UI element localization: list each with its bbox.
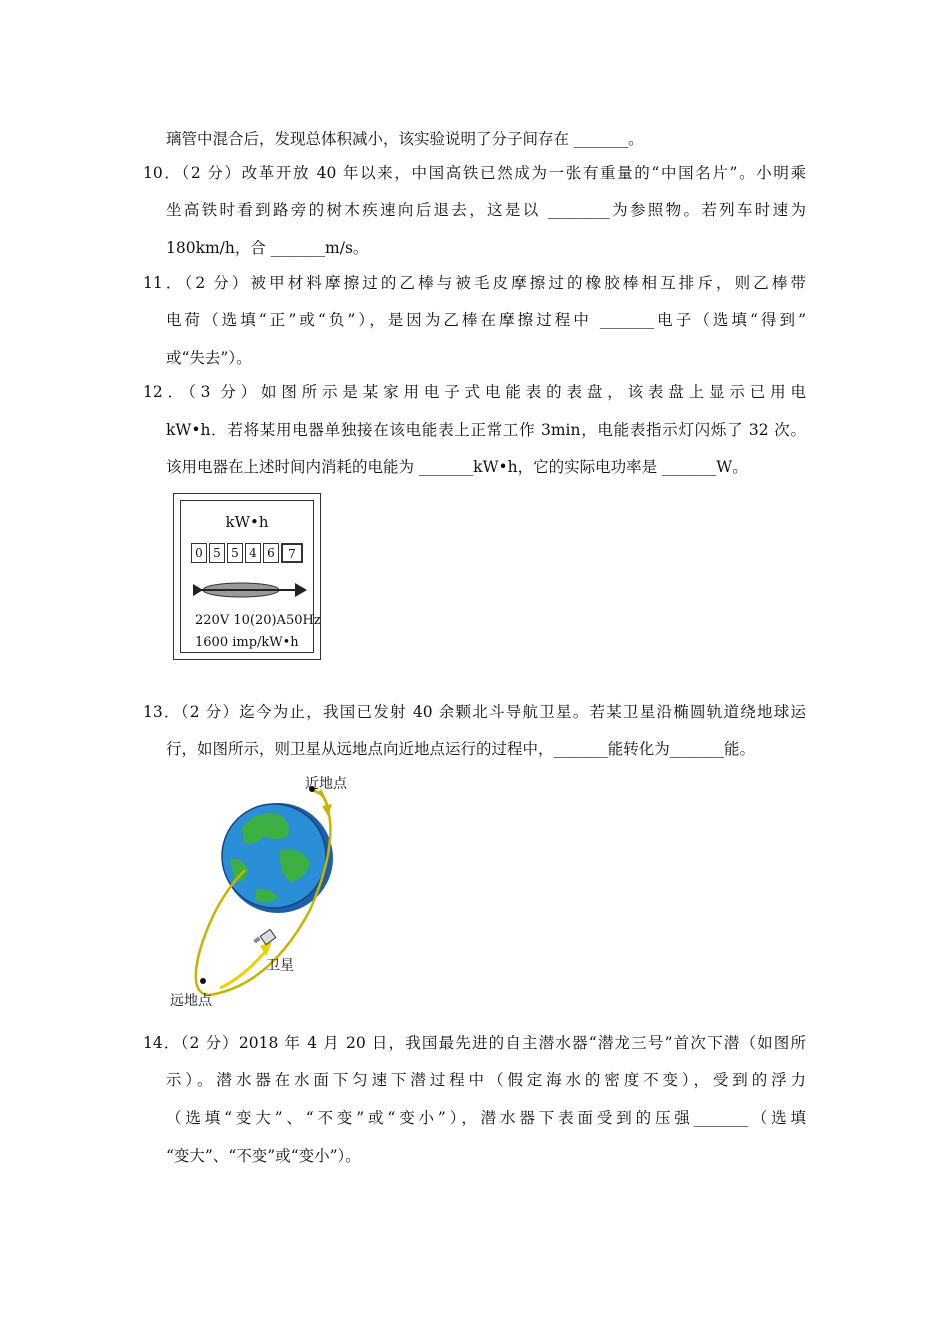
question-12-line-2: kW•h．若将某用电器单独接在该电能表上正常工作 3min，电能表指示灯闪烁了 32 次。 xyxy=(166,421,806,439)
meter-indicator-arrow-icon xyxy=(191,579,309,601)
meter-digit: 4 xyxy=(245,543,261,563)
question-14-line-4: “变大”、“不变”或“变小”）。 xyxy=(166,1147,361,1165)
meter-digit: 5 xyxy=(227,543,243,563)
question-10-line-1: 10．（2 分）改革开放 40 年以来，中国高铁已然成为一张有重量的“中国名片”。小明乘 xyxy=(143,164,806,182)
energy-meter-figure xyxy=(173,493,321,660)
question-11-line-1: 11．（2 分）被甲材料摩擦过的乙棒与被毛皮摩擦过的橡胶棒相互排斥，则乙棒带 xyxy=(143,274,806,292)
question-12-line-3: 该用电器在上述时间内消耗的电能为 _______kW•h，它的实际电功率是 _______W。 xyxy=(166,458,748,476)
question-12-line-1: 12．（3 分）如图所示是某家用电子式电能表的表盘，该表盘上显示已用电 xyxy=(143,383,806,401)
question-14-line-3: （选填“变大”、“不变”或“变小”），潜水器下表面受到的压强_______（选填 xyxy=(166,1109,806,1127)
satellite-label: 卫星 xyxy=(266,958,294,974)
question-14-line-1: 14．（2 分）2018 年 4 月 20 日，我国最先进的自主潜水器“潜龙三号”首次下潜（如图所 xyxy=(143,1034,806,1052)
question-10-line-3: 180km/h，合 _______m/s。 xyxy=(166,239,369,257)
meter-panel xyxy=(180,500,321,653)
meter-digit: 6 xyxy=(263,543,279,563)
meter-spec-impulse: 1600 imp/kW•h xyxy=(195,635,299,650)
meter-digit: 0 xyxy=(191,543,207,563)
question-14-line-2: 示）。潜水器在水面下匀速下潜过程中（假定海水的密度不变），受到的浮力 xyxy=(166,1071,806,1089)
perigee-label: 近地点 xyxy=(305,776,347,792)
question-11-line-2: 电荷（选填“正”或“负”），是因为乙棒在摩擦过程中 _______电子（选填“得到” xyxy=(166,311,806,329)
question-10-line-2: 坐高铁时看到路旁的树木疾速向后退去，这是以 ________为参照物。若列车时速为 xyxy=(166,201,806,219)
meter-unit-label: kW•h xyxy=(225,513,269,531)
satellite-orbit-figure xyxy=(160,770,360,1015)
question-13-line-1: 13．（2 分）迄今为止，我国已发射 40 余颗北斗导航卫星。若某卫星沿椭圆轨道绕地球运 xyxy=(143,703,806,721)
meter-digit-decimal: 7 xyxy=(281,543,303,563)
meter-digits xyxy=(191,543,303,563)
meter-digit: 5 xyxy=(209,543,225,563)
meter-spec-rating: 220V 10(20)A50Hz xyxy=(195,613,321,628)
apogee-label: 远地点 xyxy=(170,993,212,1009)
satellite-icon xyxy=(253,929,275,944)
earth-orbit-illustration xyxy=(160,770,360,1015)
text-line: 璃管中混合后，发现总体积减小，该实验说明了分子间存在 _______。 xyxy=(166,130,644,148)
question-13-line-2: 行，如图所示，则卫星从远地点向近地点运行的过程中，_______能转化为_______能。 xyxy=(166,740,756,758)
question-11-line-3: 或“失去”）。 xyxy=(166,349,252,367)
